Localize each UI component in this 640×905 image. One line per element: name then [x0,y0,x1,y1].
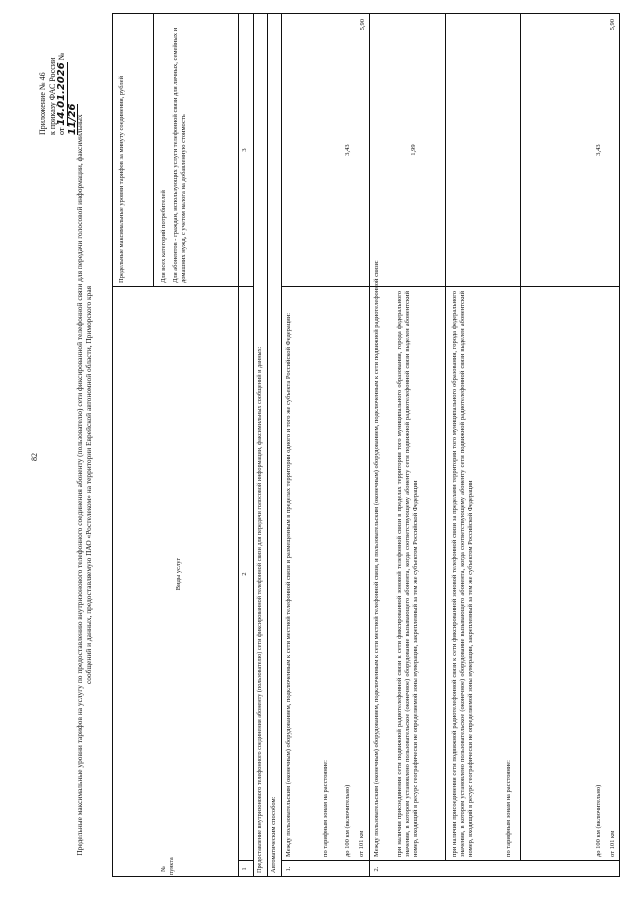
item2-case-b: при наличии присоединения сети подвижной радиотелефонной связи к сети фиксированной зоновой телефонной связи за пределами территории того муниципального образования, города федерального значения, в котором установлено пользовательское (оконечное) оборудование вызывающего абонента, когда соответствующему абоненту сети подвижной радиотелефонной связи выделен абонентский номер, входящий в ресурс географически не определяемой зоны нумерации, закрепленный за тем же субъектом Российской Федерации [451,291,475,857]
item1-zone-a-value: 3,43 [344,144,351,156]
item2-zone-a-value: 3,43 [595,144,602,156]
document-title: Предельные максимальные уровни тарифов на услугу по предоставлению внутризонового телефонного соединения абоненту (пользователю) сети фиксированной телефонной связи для передачи голосовой информации, факсимильных сообщений и данных, предоставляемую ПАО «Ростелеком» на территории Еврейской автономной области, Приморского края [75,114,94,856]
item1-zone-b-value: 5,90 [359,19,366,31]
item1-text: Между пользовательским (оконечным) оборудованием, подключенным к сети местной телефонной связи и размещенным в пределах территории одного и того же субъекта Российской Федерации: [285,312,292,857]
header-all-categories: Для всех категорий потребителей [160,190,167,283]
annex-date: 14.01.2026 [56,62,67,126]
annex-line1: Приложение № 46 [38,72,47,135]
header-num: № пункта [161,857,176,875]
item1-zones-label: по тарифным зонам на расстояние: [322,760,329,857]
annex-from-label: от [57,127,66,135]
item2-zone-b-value: 5,90 [609,19,616,31]
annex-line2: к приказу ФАС России [47,57,57,135]
section-title: Предоставление внутризонового телефонного соединения абоненту (пользователю) сети фиксированной телефонной связи для передачи голосовой информации, факсимильных сообщений и данных: [256,346,263,873]
annex-block [38,35,78,135]
annex-number: 11/26 [66,103,78,135]
item2-num: 2. [373,866,380,872]
col-number-1: 1 [241,867,248,871]
header-tariffs: Предельные максимальные уровни тарифов за минуту соединения, рублей [118,76,125,283]
item2-case-a-value: 1,99 [410,144,417,156]
header-services: Виды услуг [175,557,182,591]
item2-text: Между пользовательским (оконечным) оборудованием, подключенным к сети местной телефонной связи, и пользовательским (оконечным) оборудованием, подключенным к сети подвижной радиотелефонной связи: [373,260,380,857]
auto-label: Автоматическим способом: [270,796,277,873]
item1-num: 1. [285,866,292,872]
item2-zone-a: до 100 км (включительно) [595,784,602,857]
item2-zones-label: по тарифным зонам на расстояние: [505,760,512,857]
item2-case-a: при наличии присоединения сети подвижной радиотелефонной связи к сети фиксированной зоновой телефонной связи в пределах территории того муниципального образования, города федерального значения, в котором установлено пользовательское (оконечное) оборудование вызывающего абонента, когда соответствующему абоненту сети подвижной радиотелефонной связи выделен абонентский номер, входящий в ресурс географически не определяемой зоны нумерации, закрепленный за тем же субъектом Российской Федерации [396,291,420,857]
item1-zone-a: до 100 км (включительно) [344,784,351,857]
item2-zone-b: от 101 км [609,830,616,857]
item1-zone-b: от 101 км [358,830,365,857]
col-number-2: 2 [241,572,248,576]
col-number-3: 3 [241,148,248,152]
header-citizens: Для абонентов - граждан, использующих услуги телефонной связи для личных, семейных и домашних нужд, с учетом налога на добавленную стоимость [172,27,188,283]
annex-number-label: № [57,52,66,61]
page-number: 82 [30,453,39,461]
